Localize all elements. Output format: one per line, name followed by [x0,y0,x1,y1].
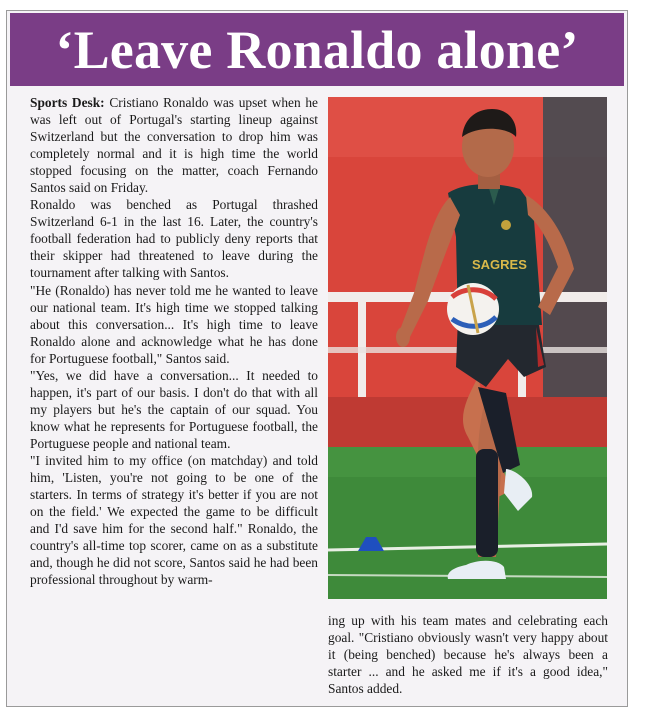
lead-text: Cristiano Ronaldo was upset when he was left out of Portugal's starting lineup against Switzerland but the conversation to drop him was completely normal and it is high time the world stopped focusing on the matter, coach Fernando Santos said on Friday. [30,95,318,196]
article-column-left [30,94,318,588]
byline: Sports Desk: [30,95,105,110]
headline: ‘Leave Ronaldo alone’ [55,19,579,80]
headline-banner [10,13,624,86]
article-paragraph: "I invited him to my office (on matchday) and told him, 'Listen, you're not going to be one of the starters. In terms of strategy it's better if you are not on the field.' We expected the game to be difficult and I'd save him for the second half." Ronaldo, the country's all-time top scorer, came on as a substitute and, though he did not score, Santos said he had been professional throughout by warm- [30,452,318,588]
continuation-paragraph: ing up with his team mates and celebrating each goal. "Cristiano obviously wasn't very happy about it (being benched) because he's always been a starter ... and he asked me if it's a good idea," Santos added. [328,613,608,697]
article-paragraph: "Yes, we did have a conversation... It needed to happen, it's part of our basis. I don't do that with all my players but he's the captain of our squad. You know what he represents for Portuguese football, the Portuguese people and national team. [30,367,318,451]
shirt-sponsor: SAGRES [472,257,527,272]
article-paragraph: Ronaldo was benched as Portugal thrashed Switzerland 6-1 in the last 16. Later, the country's football federation had to publicly deny reports that their skipper had threatened to leave during the tournament after talking with Santos. [30,197,318,281]
article-column-right [328,612,608,697]
training-photo [328,97,607,599]
lead-paragraph [30,94,318,196]
article-paragraph: "He (Ronaldo) has never told me he wanted to leave our national team. It's high time we stopped talking about this conversation... It's high time to leave Ronaldo alone and acknowledge what he has done for Portuguese football," Santos said. [30,282,318,366]
player-photo [328,97,607,599]
